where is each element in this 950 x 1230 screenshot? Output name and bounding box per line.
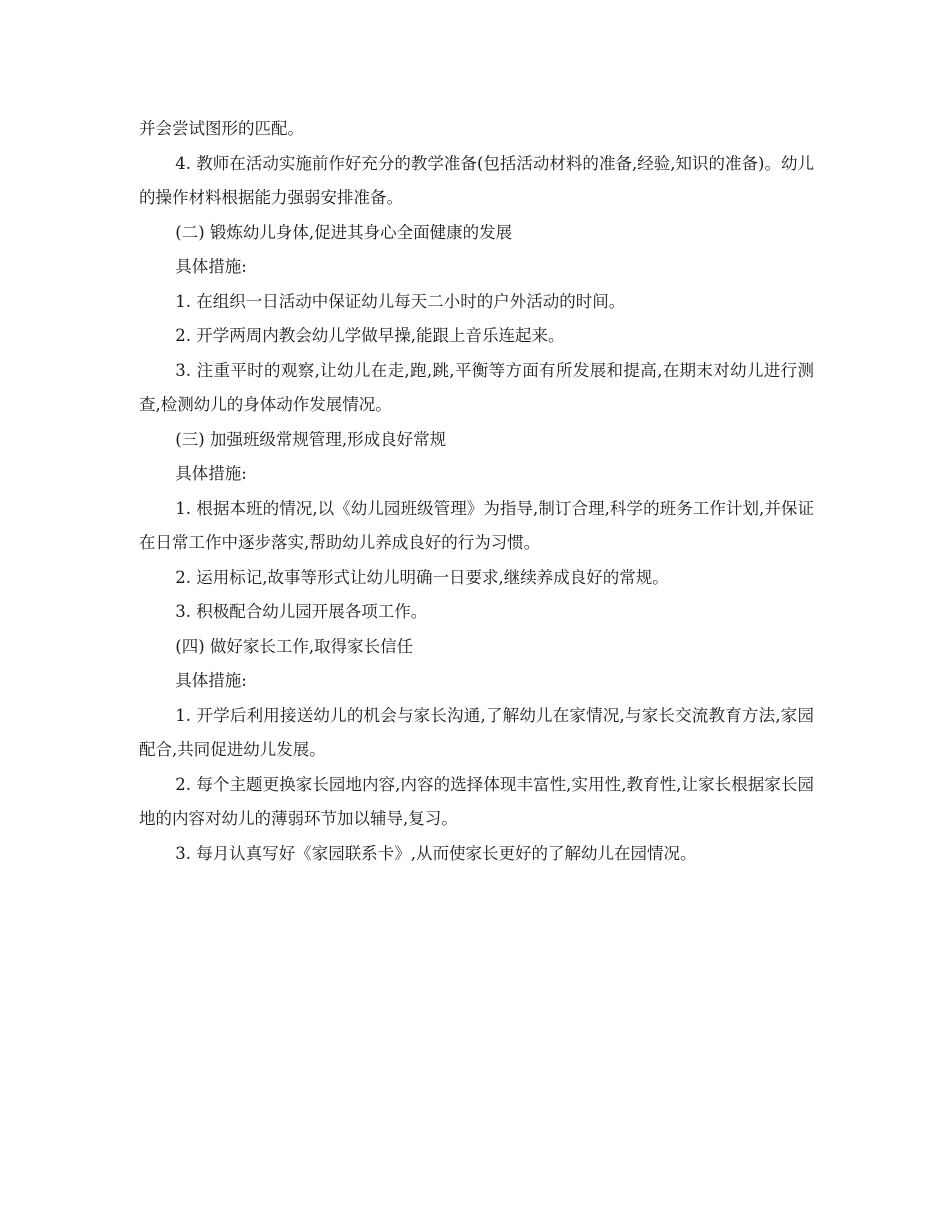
paragraph-item-2: 2. 每个主题更换家长园地内容,内容的选择体现丰富性,实用性,教育性,让家长根据家长园地的内容对幼儿的薄弱环节加以辅导,复习。: [139, 774, 814, 828]
section-heading-2: (二) 锻炼幼儿身体,促进其身心全面健康的发展: [175, 222, 513, 242]
paragraph-item-4-preparation: 4. 教师在活动实施前作好充分的教学准备(包括活动材料的准备,经验,知识的准备)。幼儿的操作材料根据能力强弱安排准备。: [139, 153, 814, 207]
paragraph-continuation: 并会尝试图形的匹配。: [139, 119, 304, 138]
section-heading-4: (四) 做好家长工作,取得家长信任: [175, 636, 414, 656]
measures-label: 具体措施:: [175, 464, 247, 483]
measures-label: 具体措施:: [175, 257, 247, 276]
section-heading-3: (三) 加强班级常规管理,形成良好常规: [175, 429, 447, 449]
paragraph-item-1: 1. 根据本班的情况,以《幼儿园班级管理》为指导,制订合理,科学的班务工作计划,并保证在日常工作中逐步落实,帮助幼儿养成良好的行为习惯。: [139, 498, 814, 552]
document-body: [139, 112, 814, 871]
paragraph-item-3: 3. 注重平时的观察,让幼儿在走,跑,跳,平衡等方面有所发展和提高,在期末对幼儿进行测查,检测幼儿的身体动作发展情况。: [139, 360, 814, 414]
measures-label: 具体措施:: [175, 671, 247, 690]
paragraph-item-2: 2. 运用标记,故事等形式让幼儿明确一日要求,继续养成良好的常规。: [175, 567, 669, 587]
paragraph-item-1: 1. 开学后利用接送幼儿的机会与家长沟通,了解幼儿在家情况,与家长交流教育方法,家园配合,共同促进幼儿发展。: [139, 705, 814, 759]
paragraph-item-1: 1. 在组织一日活动中保证幼儿每天二小时的户外活动的时间。: [175, 291, 626, 311]
paragraph-item-2: 2. 开学两周内教会幼儿学做早操,能跟上音乐连起来。: [175, 326, 565, 345]
paragraph-item-3: 3. 积极配合幼儿园开展各项工作。: [175, 602, 428, 621]
paragraph-item-3: 3. 每月认真写好《家园联系卡》,从而使家长更好的了解幼儿在园情况。: [175, 843, 697, 863]
